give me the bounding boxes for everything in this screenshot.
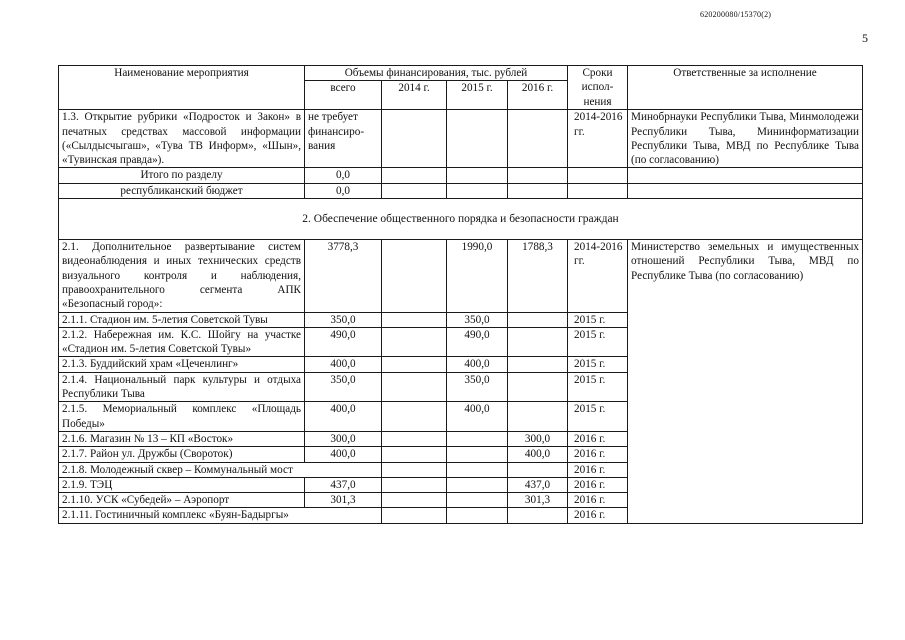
cell-name: республиканский бюджет <box>59 183 305 198</box>
cell-total: 350,0 <box>305 372 382 402</box>
cell-2015 <box>447 168 508 183</box>
document-id: 620200080/15370(2) <box>700 10 772 19</box>
cell-total: 400,0 <box>305 402 382 432</box>
cell-2015 <box>447 431 508 446</box>
cell-2014 <box>382 372 447 402</box>
cell-2016 <box>508 327 568 357</box>
column-header-total: всего <box>305 81 382 110</box>
cell-total: не требует финансиро-вания <box>305 110 382 168</box>
cell-2015: 400,0 <box>447 357 508 372</box>
cell-total: 3778,3 <box>305 240 382 312</box>
cell-total: 400,0 <box>305 447 382 462</box>
cell-2016: 300,0 <box>508 431 568 446</box>
cell-2014 <box>382 327 447 357</box>
cell-terms: 2015 г. <box>568 327 628 357</box>
cell-terms: 2014-2016 гг. <box>568 240 628 312</box>
cell-name: 2.1.10. УСК «Субедей» – Аэропорт <box>59 493 305 508</box>
cell-total: 301,3 <box>305 493 382 508</box>
cell-2016 <box>508 312 568 327</box>
cell-terms: 2016 г. <box>568 508 628 523</box>
section-2-title: 2. Обеспечение общественного порядка и безопасности граждан <box>59 199 863 240</box>
cell-name: 2.1.7. Район ул. Дружбы (Свороток) <box>59 447 305 462</box>
cell-name: 2.1.8. Молодежный сквер – Коммунальный мост <box>59 462 382 477</box>
column-header-funding: Объемы финансирования, тыс. рублей <box>305 66 568 81</box>
cell-2016: 400,0 <box>508 447 568 462</box>
cell-2015 <box>447 462 508 477</box>
cell-terms: 2016 г. <box>568 447 628 462</box>
cell-terms <box>568 168 628 183</box>
cell-terms: 2015 г. <box>568 357 628 372</box>
table-row-subtotal <box>59 168 863 183</box>
cell-name: 2.1.3. Буддийский храм «Цеченлинг» <box>59 357 305 372</box>
cell-total: 400,0 <box>305 357 382 372</box>
cell-2014 <box>382 168 447 183</box>
cell-2014 <box>382 508 447 523</box>
cell-terms: 2016 г. <box>568 431 628 446</box>
cell-total: 0,0 <box>305 168 382 183</box>
cell-2015: 1990,0 <box>447 240 508 312</box>
cell-2016 <box>508 183 568 198</box>
cell-name: 2.1. Дополнительное развертывание систем видеонаблюдения и иных технических средств визуального контроля и наблюдения, правоохранительного сегмента АПК «Безопасный город»: <box>59 240 305 312</box>
table-row-2-1 <box>59 240 863 312</box>
cell-2016 <box>508 402 568 432</box>
cell-2016 <box>508 357 568 372</box>
cell-2014 <box>382 110 447 168</box>
cell-2016 <box>508 508 568 523</box>
cell-2014 <box>382 431 447 446</box>
cell-terms: 2015 г. <box>568 402 628 432</box>
cell-responsible <box>628 183 863 198</box>
cell-responsible <box>628 168 863 183</box>
cell-2014 <box>382 462 447 477</box>
cell-total: 300,0 <box>305 431 382 446</box>
cell-2016 <box>508 110 568 168</box>
section-heading-row <box>59 199 863 240</box>
cell-2016: 437,0 <box>508 477 568 492</box>
cell-2015 <box>447 447 508 462</box>
cell-responsible: Минобрнауки Республики Тыва, Минмолодежи Республики Тыва, Мининформатизации Республики Тыва, МВД по Республике Тыва (по согласованию) <box>628 110 863 168</box>
cell-name: 2.1.9. ТЭЦ <box>59 477 305 492</box>
cell-2014 <box>382 402 447 432</box>
cell-2015: 490,0 <box>447 327 508 357</box>
cell-2015 <box>447 508 508 523</box>
cell-name: 2.1.5. Мемориальный комплекс «Площадь Победы» <box>59 402 305 432</box>
cell-2014 <box>382 183 447 198</box>
column-header-terms: Сроки испол-нения <box>568 66 628 110</box>
cell-name: 2.1.2. Набережная им. К.С. Шойгу на участке «Стадион им. 5-летия Советской Тувы» <box>59 327 305 357</box>
cell-2016: 1788,3 <box>508 240 568 312</box>
cell-terms: 2014-2016 гг. <box>568 110 628 168</box>
cell-name: 2.1.11. Гостиничный комплекс «Буян-Бадыргы» <box>59 508 382 523</box>
cell-total: 350,0 <box>305 312 382 327</box>
cell-2014 <box>382 447 447 462</box>
cell-responsible: Министерство земельных и имущественных отношений Республики Тыва, МВД по Республике Тыва (по согласованию) <box>628 240 863 524</box>
cell-total: 490,0 <box>305 327 382 357</box>
cell-2014 <box>382 493 447 508</box>
table-row-budget <box>59 183 863 198</box>
column-header-2016: 2016 г. <box>508 81 568 110</box>
table-row-1-3 <box>59 110 863 168</box>
cell-terms: 2016 г. <box>568 493 628 508</box>
column-header-2015: 2015 г. <box>447 81 508 110</box>
cell-name: 2.1.1. Стадион им. 5-летия Советской Тувы <box>59 312 305 327</box>
cell-name: 1.3. Открытие рубрики «Подросток и Закон» в печатных средствах массовой информации («Сылдысчыгаш», «Тува ТВ Информ», «Шын», «Тувинская правда»). <box>59 110 305 168</box>
column-header-2014: 2014 г. <box>382 81 447 110</box>
cell-2014 <box>382 357 447 372</box>
cell-terms: 2015 г. <box>568 372 628 402</box>
cell-2014 <box>382 477 447 492</box>
column-header-responsible: Ответственные за исполнение <box>628 66 863 110</box>
page-number: 5 <box>862 31 868 45</box>
cell-terms <box>568 183 628 198</box>
cell-name: 2.1.4. Национальный парк культуры и отдыха Республики Тыва <box>59 372 305 402</box>
cell-terms: 2016 г. <box>568 477 628 492</box>
cell-2016 <box>508 462 568 477</box>
cell-2015 <box>447 183 508 198</box>
cell-2014 <box>382 312 447 327</box>
cell-2016 <box>508 168 568 183</box>
cell-terms: 2015 г. <box>568 312 628 327</box>
funding-table <box>58 65 863 524</box>
cell-terms: 2016 г. <box>568 462 628 477</box>
cell-total: 0,0 <box>305 183 382 198</box>
cell-total: 437,0 <box>305 477 382 492</box>
cell-2016 <box>508 372 568 402</box>
column-header-name: Наименование мероприятия <box>59 66 305 110</box>
cell-2015 <box>447 493 508 508</box>
cell-2015 <box>447 477 508 492</box>
cell-name: Итого по разделу <box>59 168 305 183</box>
cell-2016: 301,3 <box>508 493 568 508</box>
cell-2015: 400,0 <box>447 402 508 432</box>
cell-2015: 350,0 <box>447 312 508 327</box>
cell-2015: 350,0 <box>447 372 508 402</box>
cell-2014 <box>382 240 447 312</box>
cell-name: 2.1.6. Магазин № 13 – КП «Восток» <box>59 431 305 446</box>
cell-2015 <box>447 110 508 168</box>
table-header-row <box>59 66 863 81</box>
